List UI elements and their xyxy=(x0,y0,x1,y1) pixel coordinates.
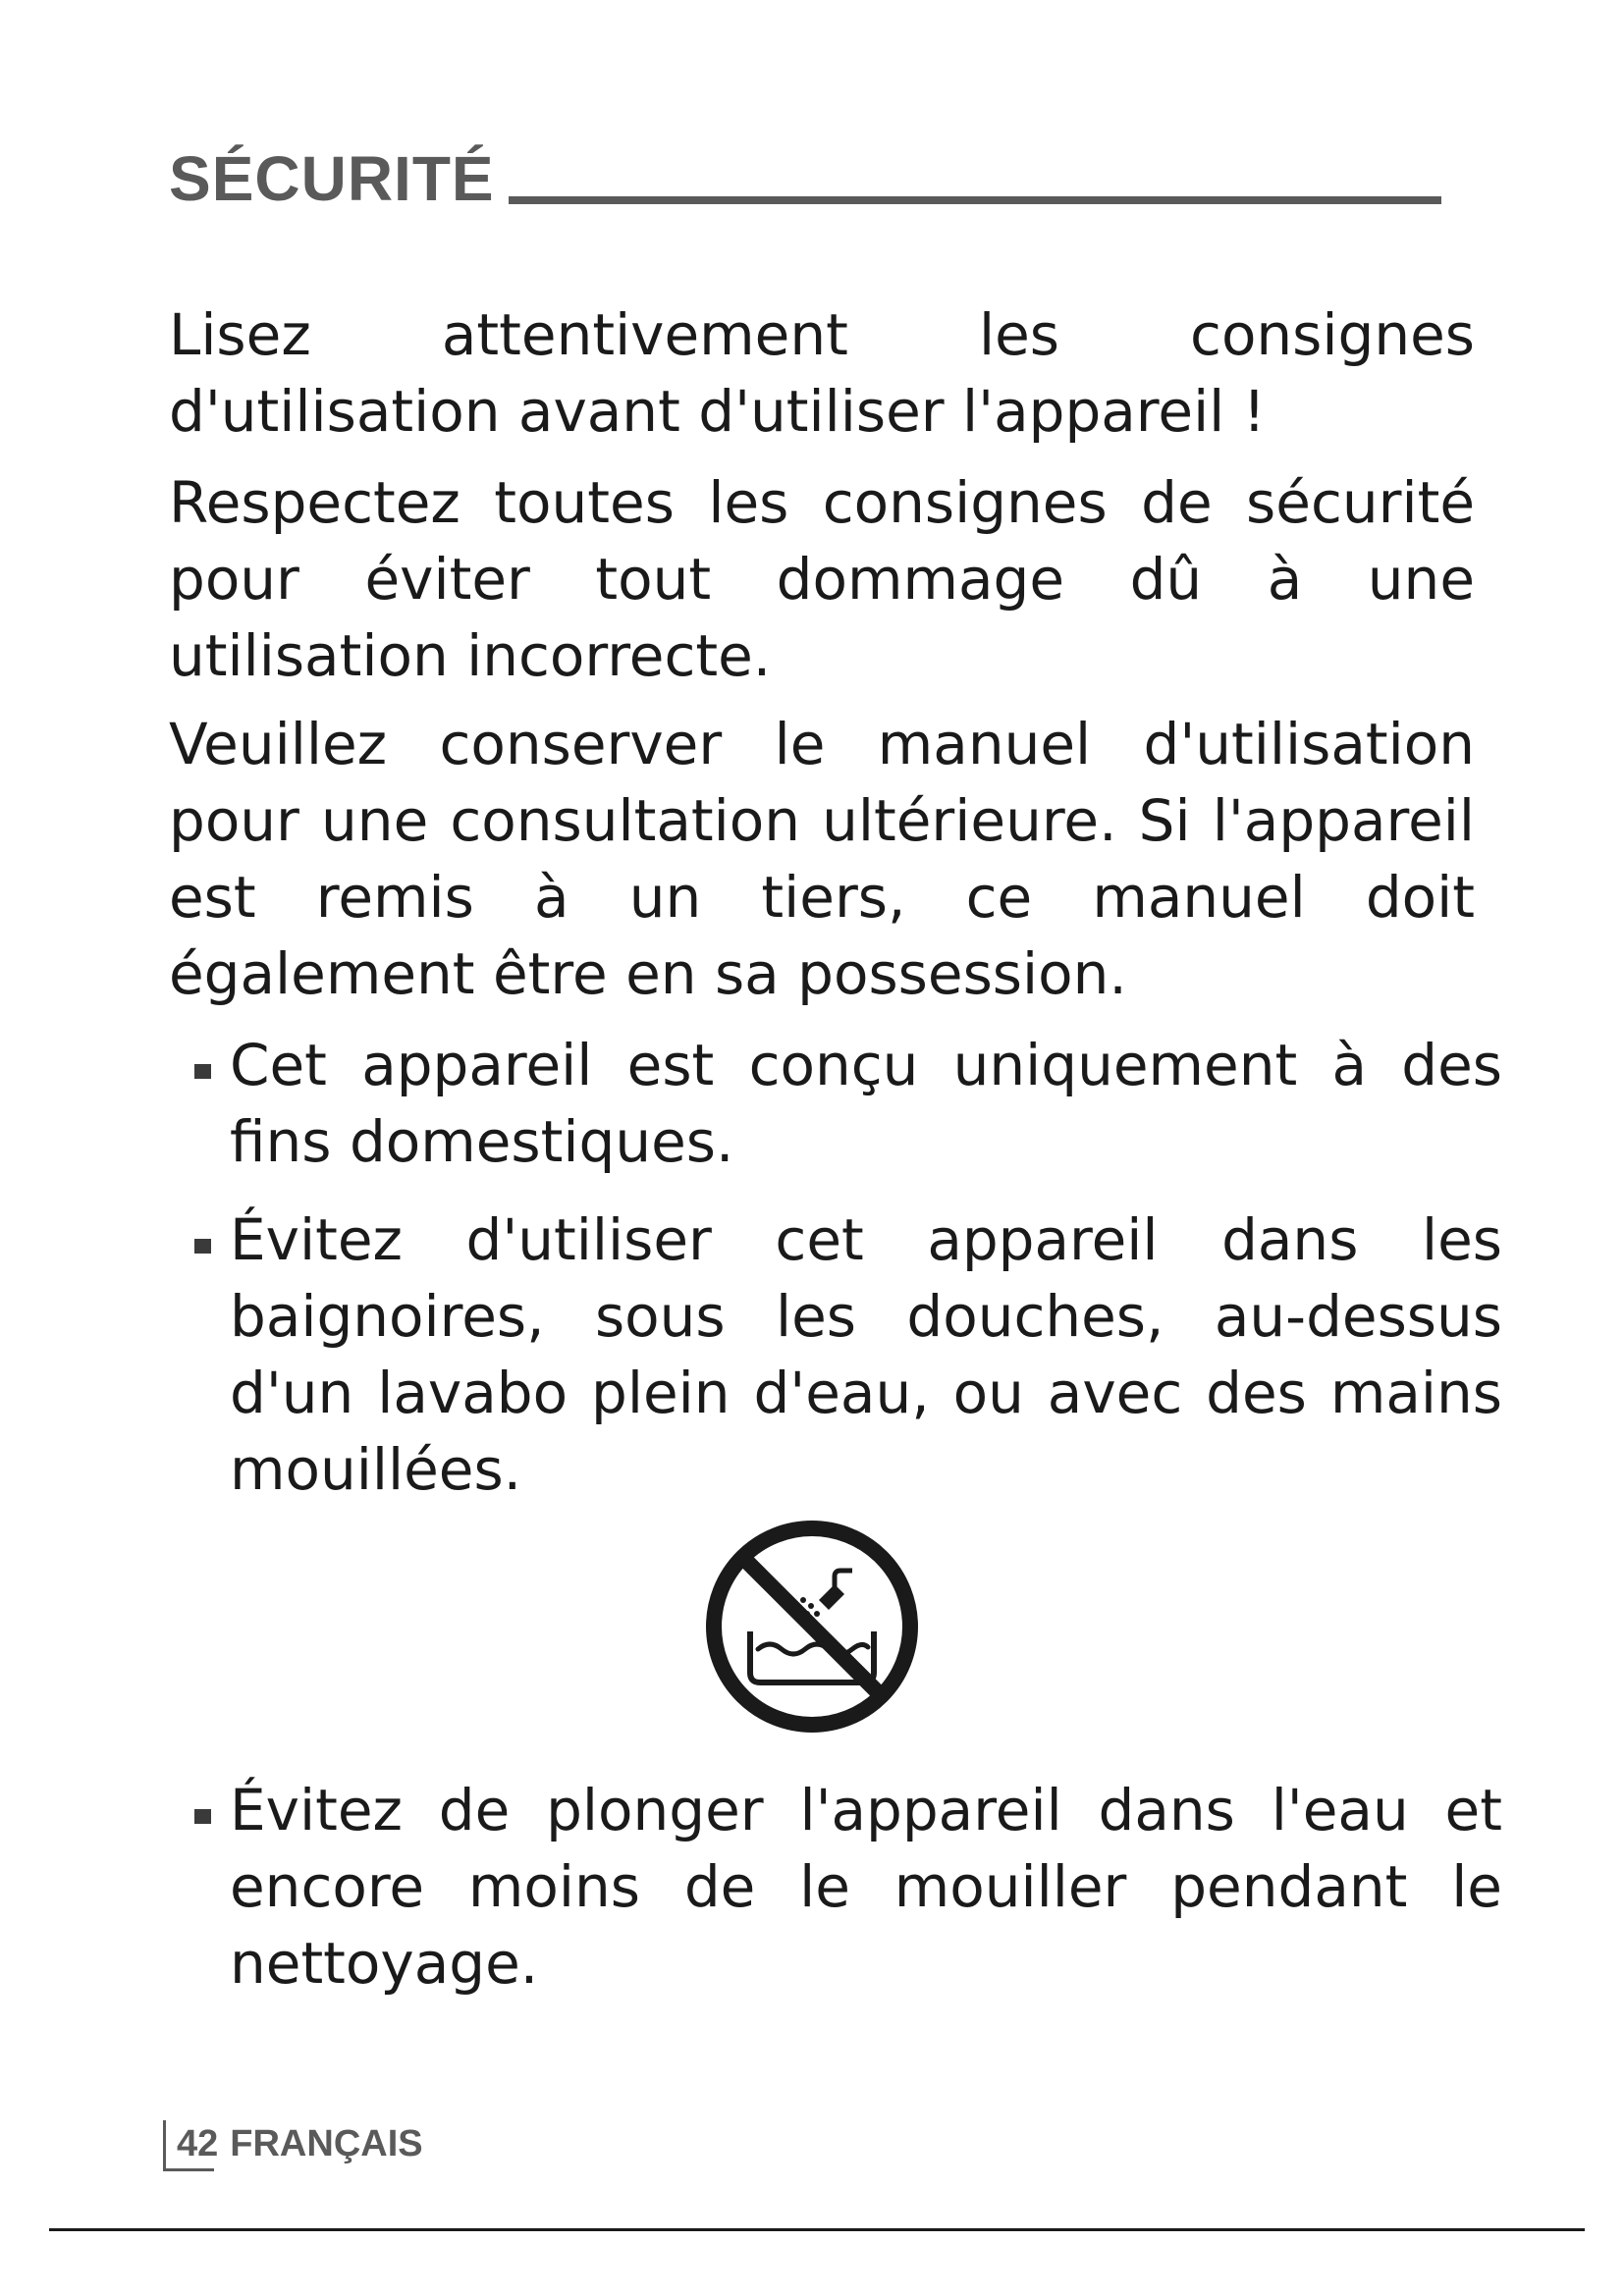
square-bullet-icon xyxy=(194,1809,211,1824)
square-bullet-icon xyxy=(194,1239,211,1254)
no-bath-shower-icon xyxy=(701,1516,923,1737)
square-bullet-icon xyxy=(194,1064,211,1079)
bullet-text: Cet appareil est conçu uniquement à des fins domestiques. xyxy=(230,1032,1502,1175)
safety-bullet-item xyxy=(230,1027,1502,1180)
intro-paragraph-2: Respectez toutes les consignes de sécurité pour éviter tout dommage dû à une utilisation incorrecte. xyxy=(169,469,1475,689)
heading-rule xyxy=(509,196,1441,204)
bullet-text: Évitez d'utiliser cet appareil dans les baignoires, sous les douches, au-dessus d'un lavabo plein d'eau, ou avec des mains mouillées. xyxy=(230,1206,1502,1503)
section-heading xyxy=(169,143,1441,214)
bottom-divider xyxy=(49,2228,1585,2231)
page-title: SÉCURITÉ xyxy=(169,143,495,214)
footer-corner-mark xyxy=(163,2120,214,2171)
footer-language: FRANÇAIS xyxy=(230,2123,423,2164)
page-number: 42 xyxy=(177,2123,219,2164)
intro-paragraph-1: Lisez attentivement les consignes d'utilisation avant d'utiliser l'appareil ! xyxy=(169,301,1475,445)
bullet-text: Évitez de plonger l'appareil dans l'eau et encore moins de le mouiller pendant le nettoyage. xyxy=(230,1777,1502,1997)
intro-paragraph-3: Veuillez conserver le manuel d'utilisation pour une consultation ultérieure. Si l'appareil est remis à un tiers, ce manuel doit également être en sa possession. xyxy=(169,711,1475,1007)
page-footer xyxy=(163,2120,423,2167)
safety-bullet-item xyxy=(230,1772,1502,2002)
safety-bullet-item xyxy=(230,1201,1502,1508)
